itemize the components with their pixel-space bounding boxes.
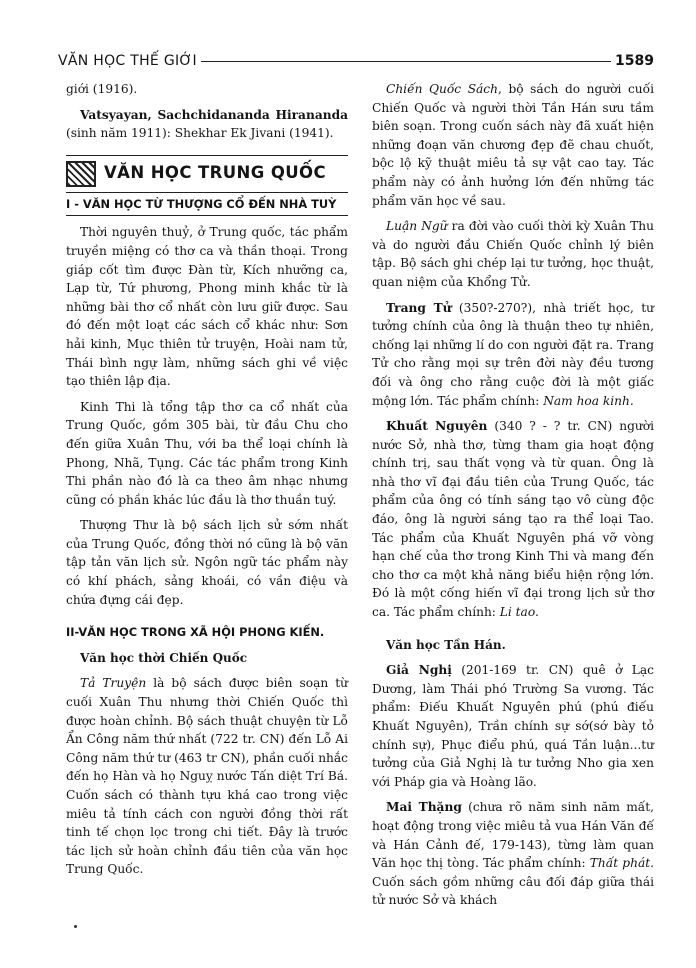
author-name: Mai Thặng: [386, 800, 462, 815]
subsection-heading: Văn học Tần Hán.: [386, 637, 506, 652]
header-title: VĂN HỌC THẾ GIỚI: [58, 53, 197, 69]
author-name: Vatsyayan, Sachchidananda Hirananda: [80, 107, 348, 122]
subsection-heading: Văn học thời Chiến Quốc: [80, 650, 248, 665]
author-name: Giả Nghị: [386, 663, 452, 678]
ornament-icon: [66, 161, 96, 187]
work-title: Thất phát.: [589, 856, 654, 871]
paragraph-text: ra đời vào cuối thời kỳ Xuân Thu và do người đầu Chiến Quốc chỉnh lý biên tập. Bộ sách ghi chép lại tư tưởng, học thuật, quan niệm của Khổng Tử.: [372, 219, 654, 289]
author-name: Trang Tử: [386, 300, 452, 315]
author-name: Khuất Nguyên: [386, 419, 488, 434]
paragraph: [372, 417, 654, 622]
left-column: [66, 80, 348, 879]
section-title: [66, 155, 348, 193]
paragraph: [372, 661, 654, 791]
section-title-text: VĂN HỌC TRUNG QUỐC: [104, 163, 326, 183]
header-rule: [201, 61, 611, 62]
paragraph: Thời nguyên thuỷ, ở Trung quốc, tác phẩm truyền miệng có thơ ca và thần thoại. Trong giáp cốt tìm được Đàn từ, Kích nhưỡng ca, Lạp từ, Tứ phương, Phong minh khắc từ là những bài thơ cổ nhất còn lưu giữ được. Sau đó đến một loạt các sách cổ khác như: Sơn hải kinh, Mục thiên tử truyện, Hoài nam tử, Thái bình ngự làm, những sách ghi về việc tạo thiên lập địa.: [66, 225, 348, 389]
paragraph-text: (340 ? - ? tr. CN) người nước Sở, nhà thơ, từng tham gia hoạt động chính trị, sau thất vọng và từ quan. Ông là nhà thơ vĩ đại đầu tiên của Trung Quốc, tác phẩm của ông có tính sáng tạo vô cùng độc đáo, ông là người sáng tạo ra thể loại Tao. Tác phẩm của Khuất Nguyên phá vỡ vòng hạn chế của thơ trong Kinh Thi và mang đến cho thơ ca một khả năng biểu hiện rộng lớn. Đó là một cống hiến vĩ đại trong lịch sử thơ ca. Tác phẩm chính:: [372, 419, 654, 620]
paragraph: [372, 798, 654, 910]
paragraph-text: (350?-270?), nhà triết học, tư tưởng chính của ông là thuận theo tự nhiên, chống lại những lí do con người đặt ra. Trang Tử cho rằng mọi sự trên đời này đều tương đối và ông cho rằng cuộc đời là một giấc mộng lớn. Tác phẩm chính:: [372, 300, 654, 408]
work-title: Li tao.: [499, 605, 539, 620]
paragraph-text: là bộ sách được biên soạn từ cuối Xuân Thu nhưng thời Chiến Quốc thì được hoàn chỉnh. Bộ sách thuật chuyện từ Lỗ Ẩn Công năm thứ nhất (722 tr. CN) đến Lỗ Ai Công năm thứ tư (463 tr CN), phần cuối nhắc đến họ Hàn và họ Nguỵ nước Tấn diệt Trí Bá. Cuốn sách có thành tựu khá cao trong việc miêu tả tính cách con người đồng thời rất tinh tế chọn lọc trong chi tiết. Đây là trước tác lịch sử hoàn chỉnh đầu tiên của văn học Trung Quốc.: [66, 676, 348, 877]
paragraph-text: Cuốn sách gồm những câu đối đáp giữa thái tử nước Sở và khách: [372, 874, 654, 908]
running-header: [58, 50, 654, 72]
paragraph: [66, 106, 348, 143]
paragraph-text: (chưa rõ năm sinh năm mất, hoạt động trong việc miêu tả vua Hán Văn đế và Hán Cảnh đế, 179-143), từng làm quan Văn học thị tòng. Tác phẩm chính:: [372, 800, 654, 871]
work-title: Chiến Quốc Sách: [386, 82, 498, 96]
page-number: 1589: [615, 53, 654, 69]
paragraph: [372, 217, 654, 291]
paragraph: Kinh Thi là tổng tập thơ ca cổ nhất của Trung Quốc, gồm 305 bài, từ đầu Chu cho đến giữa Xuân Thu, với ba thể loại chính là Phong, Nhã, Tụng. Các tác phẩm trong Kinh Thi phần nào đó là ca theo âm nhạc nhưng cũng có phần khác lúc đầu là thơ thuần tuý.: [66, 399, 348, 507]
subsection-heading: II-VĂN HỌC TRONG XÃ HỘI PHONG KIẾN.: [66, 625, 325, 640]
paragraph: Thượng Thư là bộ sách lịch sử sớm nhất của Trung Quốc, đồng thời nó cũng là bộ văn tập tản văn lịch sử. Ngôn ngữ tác phẩm này có khí phách, sảng khoái, có vần điệu và chứa đựng cái đẹp.: [66, 518, 348, 607]
work-title: Luận Ngữ: [386, 219, 448, 234]
right-column: [372, 80, 654, 910]
work-title: Nam hoa kinh.: [543, 393, 634, 408]
paragraph: [372, 299, 654, 411]
paragraph: giới (1916).: [66, 82, 138, 96]
subsection-heading: I - VĂN HỌC TỪ THƯỢNG CỔ ĐẾN NHÀ TUỲ: [66, 195, 348, 217]
paragraph-text: , bộ sách do người cuối Chiến Quốc và người thời Tần Hán sưu tầm biên soạn. Trong cuốn sách này đã xuất hiện những đoạn văn chương đẹp đẽ chau chuốt, bộc lộ kỹ thuật miêu tả sự vật cao tay. Tác phẩm này có ảnh hưởng lớn đến những tác phẩm văn học về sau.: [372, 82, 654, 208]
paragraph-text: (201-169 tr. CN) quê ở Lạc Dương, làm Thái phó Trường Sa vương. Tác phẩm: Điếu Khuất Nguyên phú (phú điếu Khuất Nguyên), Trần chính sự sớ(sớ bày tỏ chính sự), Phục điểu phú, quá Tần luận...tư tưởng của Giả Nghị là tư tưởng Nho gia xen với Pháp gia và Hoàng lão.: [372, 663, 654, 789]
paragraph-text: (sinh năm 1911): Shekhar Ek Jivani (1941).: [66, 126, 334, 141]
paragraph: [66, 674, 348, 879]
print-speck: [74, 925, 77, 928]
work-title: Tả Truyện: [80, 676, 147, 691]
paragraph: [372, 80, 654, 210]
